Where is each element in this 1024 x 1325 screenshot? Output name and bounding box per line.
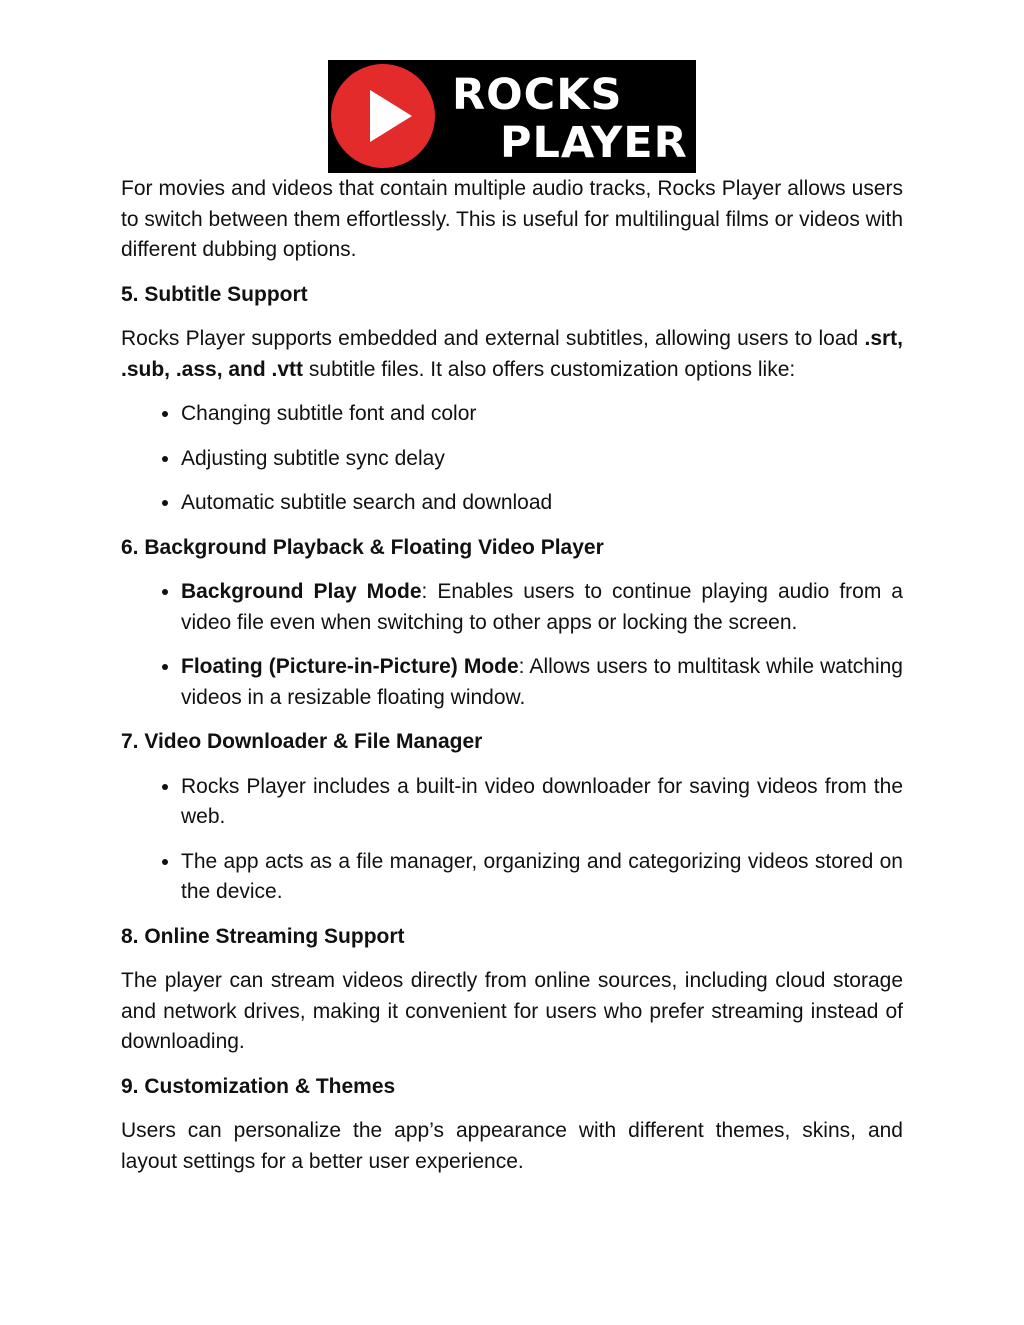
document-body — [121, 174, 903, 1191]
list-item — [181, 652, 903, 713]
section-9-heading: 9. Customization & Themes — [121, 1074, 396, 1098]
section-5-paragraph — [121, 324, 903, 385]
section-5-text: Rocks Player supports embedded and external subtitles, allowing users to load — [121, 327, 859, 350]
section-9-paragraph: Users can personalize the app’s appearance with different themes, skins, and layout settings for a better user experience. — [121, 1119, 903, 1173]
section-5-heading: 5. Subtitle Support — [121, 282, 308, 306]
subtitle-formats: .srt, .sub, .ass, and .vtt — [121, 327, 903, 381]
list-item — [181, 577, 903, 638]
item-title: Floating (Picture-in-Picture) Mode — [181, 655, 519, 678]
section-5-text-cont: subtitle files. It also offers customization options like: — [303, 357, 796, 381]
play-icon — [370, 90, 412, 142]
list-item: • The app acts as a file manager, organizing and categorizing videos stored on the device. — [181, 847, 903, 908]
logo-text-line1: ROCKS — [452, 70, 623, 120]
item-title: Background Play Mode — [181, 580, 422, 603]
section-5-list — [121, 399, 903, 519]
list-item: • Adjusting subtitle sync delay — [181, 444, 903, 475]
list-item: • Rocks Player includes a built-in video downloader for saving videos from the web. — [181, 772, 903, 833]
section-6-heading: 6. Background Playback & Floating Video Player — [121, 535, 604, 559]
section-8-paragraph: The player can stream videos directly from online sources, including cloud storage and network drives, making it convenient for users who prefer streaming instead of downloading. — [121, 969, 903, 1053]
item-text: : Enables users to continue playing audio from a video file even when switching to other apps or locking the screen. — [181, 580, 903, 634]
list-item: • Automatic subtitle search and download — [181, 488, 903, 519]
rocks-player-logo — [328, 60, 696, 173]
intro-paragraph: For movies and videos that contain multiple audio tracks, Rocks Player allows users to switch between them effortlessly. This is useful for multilingual films or videos with different dubbing options. — [121, 177, 903, 261]
section-6-list — [121, 577, 903, 713]
section-7-heading: 7. Video Downloader & File Manager — [121, 730, 483, 753]
item-text: : Allows users to multitask while watching videos in a resizable floating window. — [181, 655, 903, 709]
logo-text-line2: PLAYER — [500, 118, 688, 168]
section-8-heading: 8. Online Streaming Support — [121, 924, 405, 948]
section-7-list — [121, 772, 903, 908]
list-item: • Changing subtitle font and color — [181, 399, 903, 430]
